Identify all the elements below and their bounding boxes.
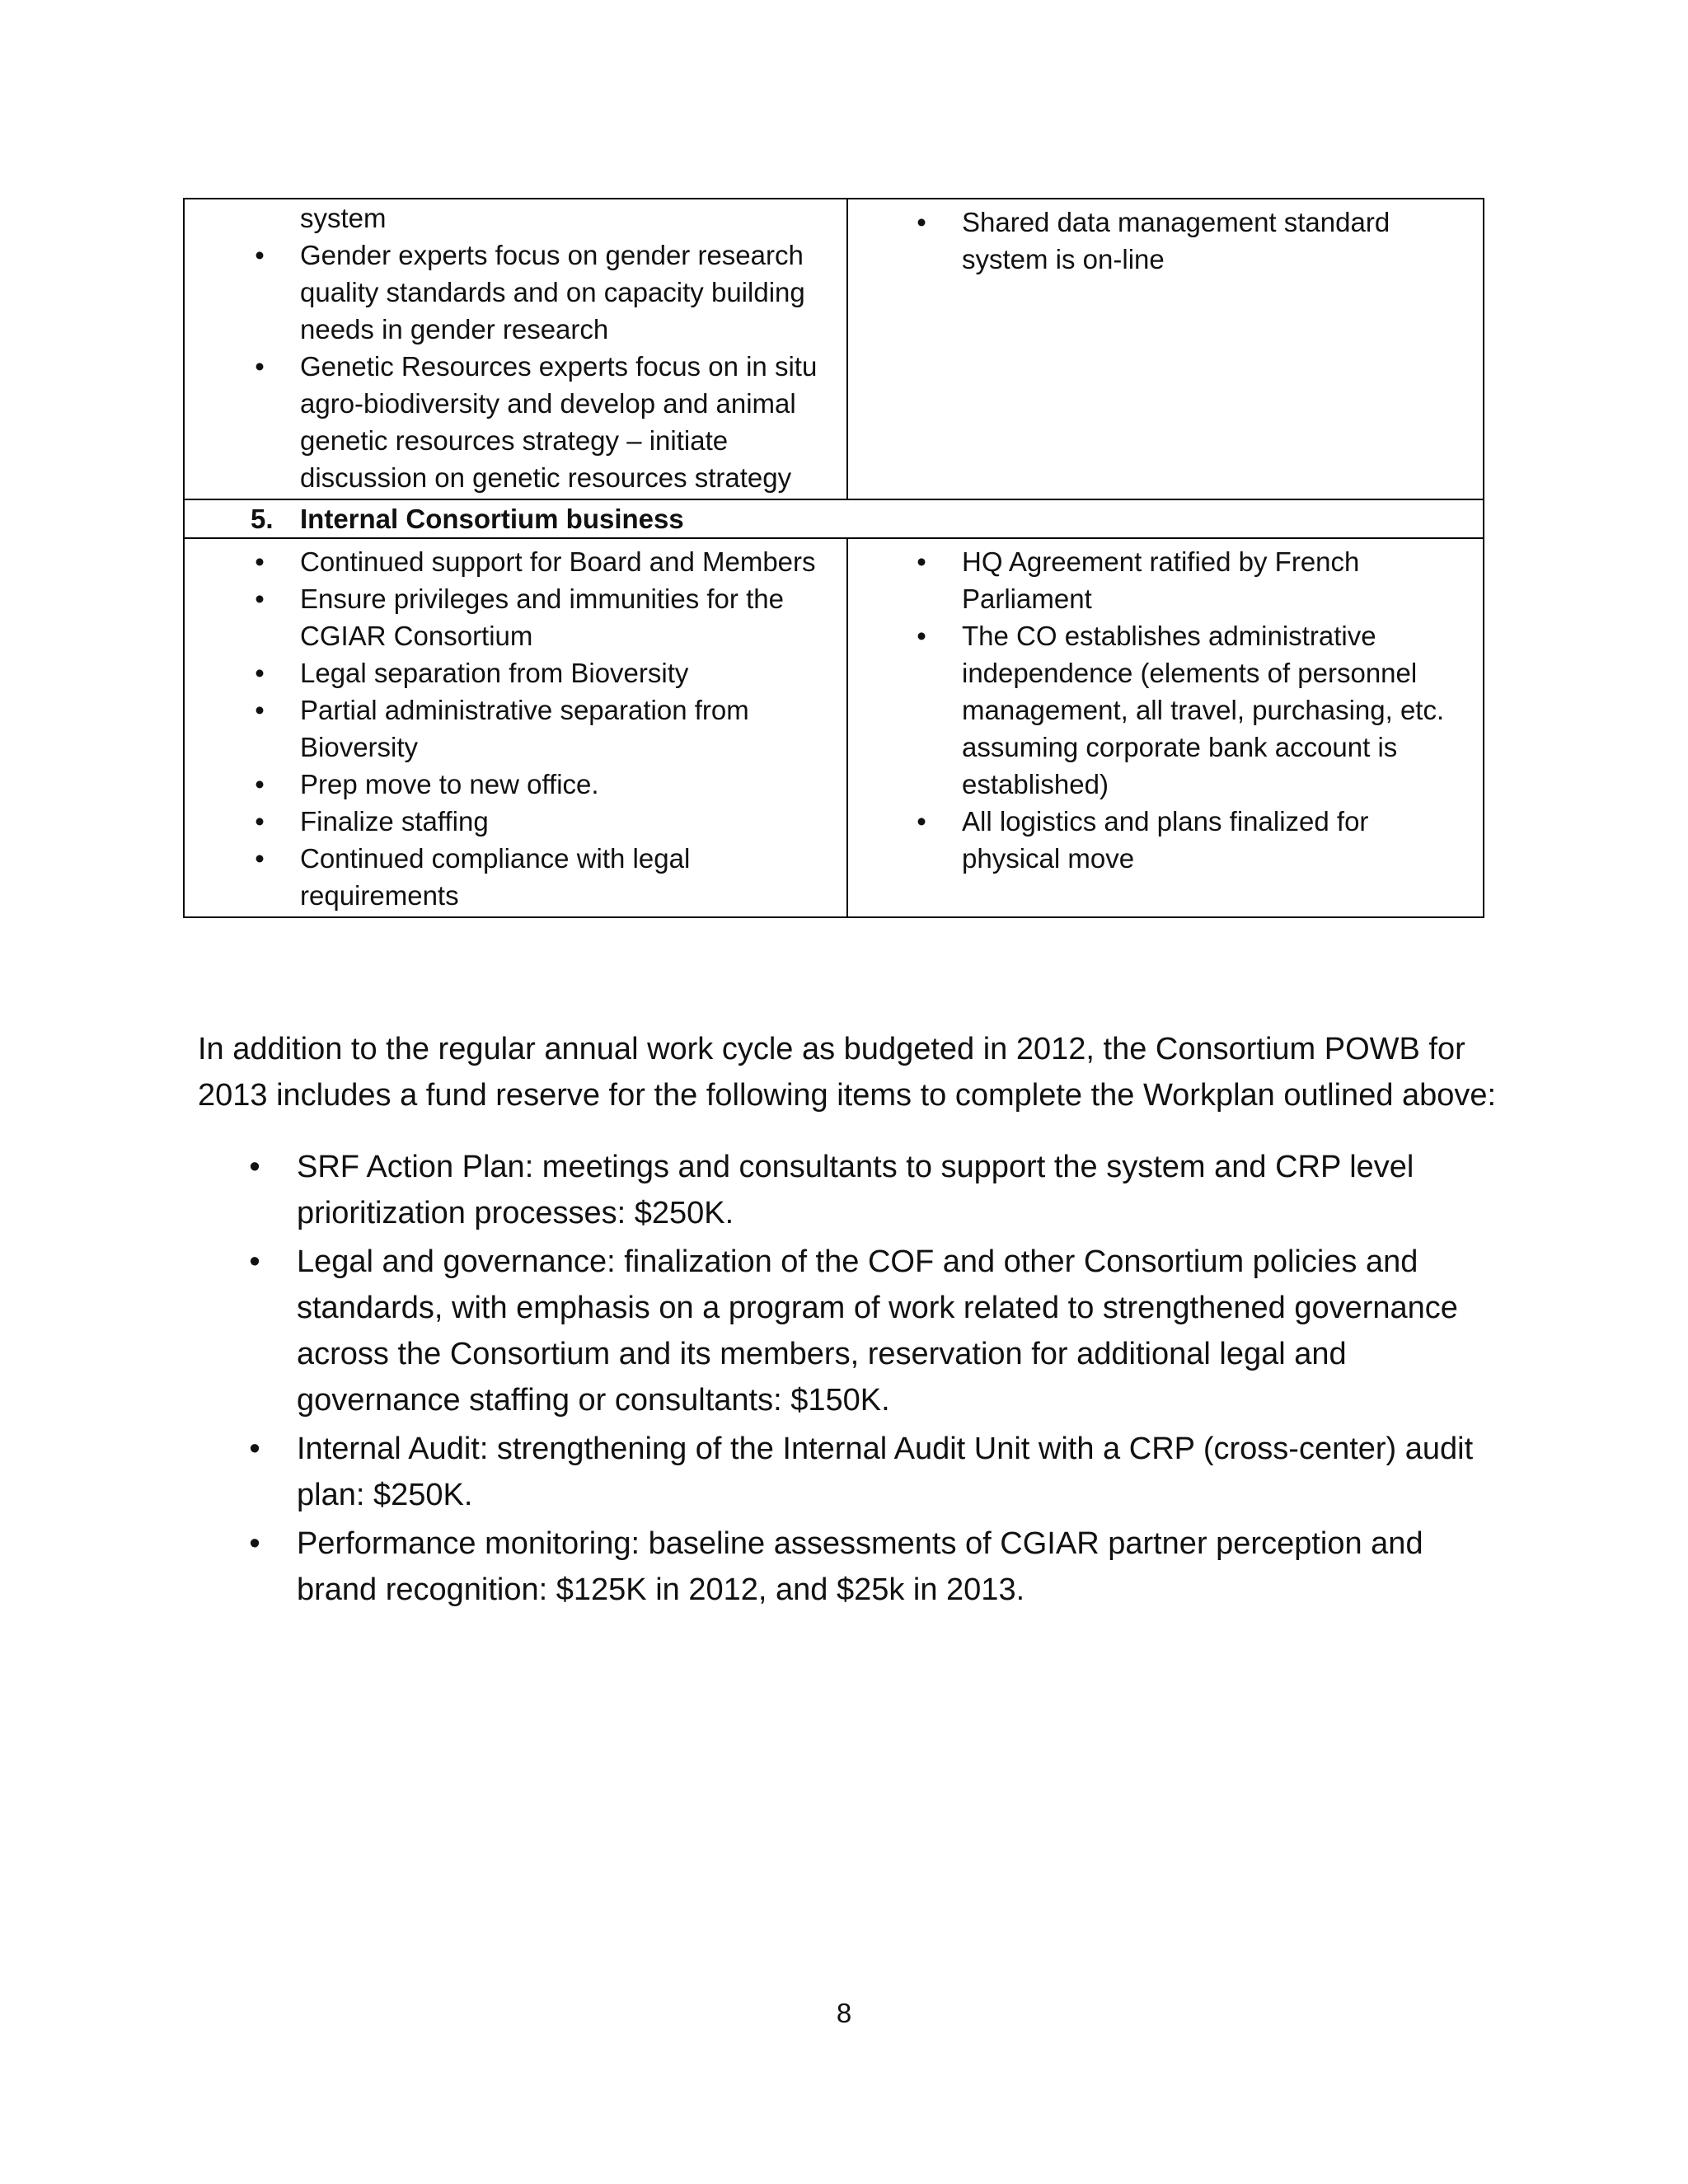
bullet-icon: • [917,207,926,237]
list-item: • Internal Audit: strengthening of the Internal Audit Unit with a CRP (cross-center) audit plan: $250K. [198,1426,1500,1518]
outputs-list [848,199,1483,278]
section-number: 5. [251,504,274,534]
bullet-icon: • [255,769,265,799]
list-item: • All logistics and plans finalized for physical move [848,803,1483,877]
bullet-icon: • [255,583,265,614]
bullet-icon: • [249,1526,260,1561]
table-row-section5 [184,538,1484,917]
bullet-icon: • [249,1150,260,1184]
bullet-icon: • [255,240,265,270]
table-cell-outputs [847,538,1484,917]
bullet-icon: • [255,695,265,725]
outputs-list [848,539,1483,877]
bullet-icon: • [255,843,265,874]
list-item: • Shared data management standard system is on-line [848,204,1483,278]
bullet-icon: • [249,1432,260,1466]
list-item: • Ensure privileges and immunities for the CGIAR Consortium [185,580,846,654]
list-item: • Genetic Resources experts focus on in situ agro-biodiversity and develop and animal genetic resources strategy – initiate discussion on genetic resources strategy [185,348,846,496]
intro-paragraph: In addition to the regular annual work cycle as budgeted in 2012, the Consortium POWB for 2013 includes a fund reserve for the following items to complete the Workplan outlined above: [198,1032,1497,1113]
table-row-continued [184,199,1484,499]
table-cell-activities [184,199,847,499]
list-item: • Finalize staffing [185,803,846,840]
table-cell-activities [184,538,847,917]
bullet-icon: • [249,1244,260,1279]
bullet-icon: • [917,621,926,651]
list-item: • Legal separation from Bioversity [185,654,846,691]
list-item: • The CO establishes administrative independence (elements of personnel management, all travel, purchasing, etc. assuming corporate bank account is established) [848,617,1483,803]
list-item: • Continued compliance with legal requirements [185,840,846,914]
bullet-icon: • [917,806,926,837]
list-item: • Partial administrative separation from Bioversity [185,691,846,766]
page-number: 8 [836,1998,852,2028]
section-heading [185,500,1483,537]
bullet-icon: • [255,658,265,688]
list-item: • Continued support for Board and Members [185,543,846,580]
activities-list [185,237,846,499]
bullet-icon: • [255,546,265,577]
section-heading-cell [184,499,1484,538]
list-item: • Prep move to new office. [185,766,846,803]
fund-reserve-list [198,1144,1500,1615]
bullet-icon: • [917,546,926,577]
workplan-table [183,198,1484,918]
continued-text: system [300,203,387,233]
bullet-icon: • [255,806,265,837]
list-item: • Performance monitoring: baseline assessments of CGIAR partner perception and brand recognition: $125K in 2012, and $25k in 2013. [198,1521,1500,1613]
list-item: • Gender experts focus on gender research quality standards and on capacity building needs in gender research [185,237,846,348]
activities-list [185,539,846,916]
list-item: • HQ Agreement ratified by French Parliament [848,543,1483,617]
section-title: Internal Consortium business [300,504,684,534]
list-item: • Legal and governance: finalization of the COF and other Consortium policies and standards, with emphasis on a program of work related to strengthened governance across the Consortium and its members, reservation for additional legal and governance staffing or consultants: $150K. [198,1239,1500,1423]
table-row-section-heading [184,499,1484,538]
list-item: • SRF Action Plan: meetings and consultants to support the system and CRP level prioritization processes: $250K. [198,1144,1500,1236]
bullet-icon: • [255,351,265,382]
table-cell-outputs [847,199,1484,499]
